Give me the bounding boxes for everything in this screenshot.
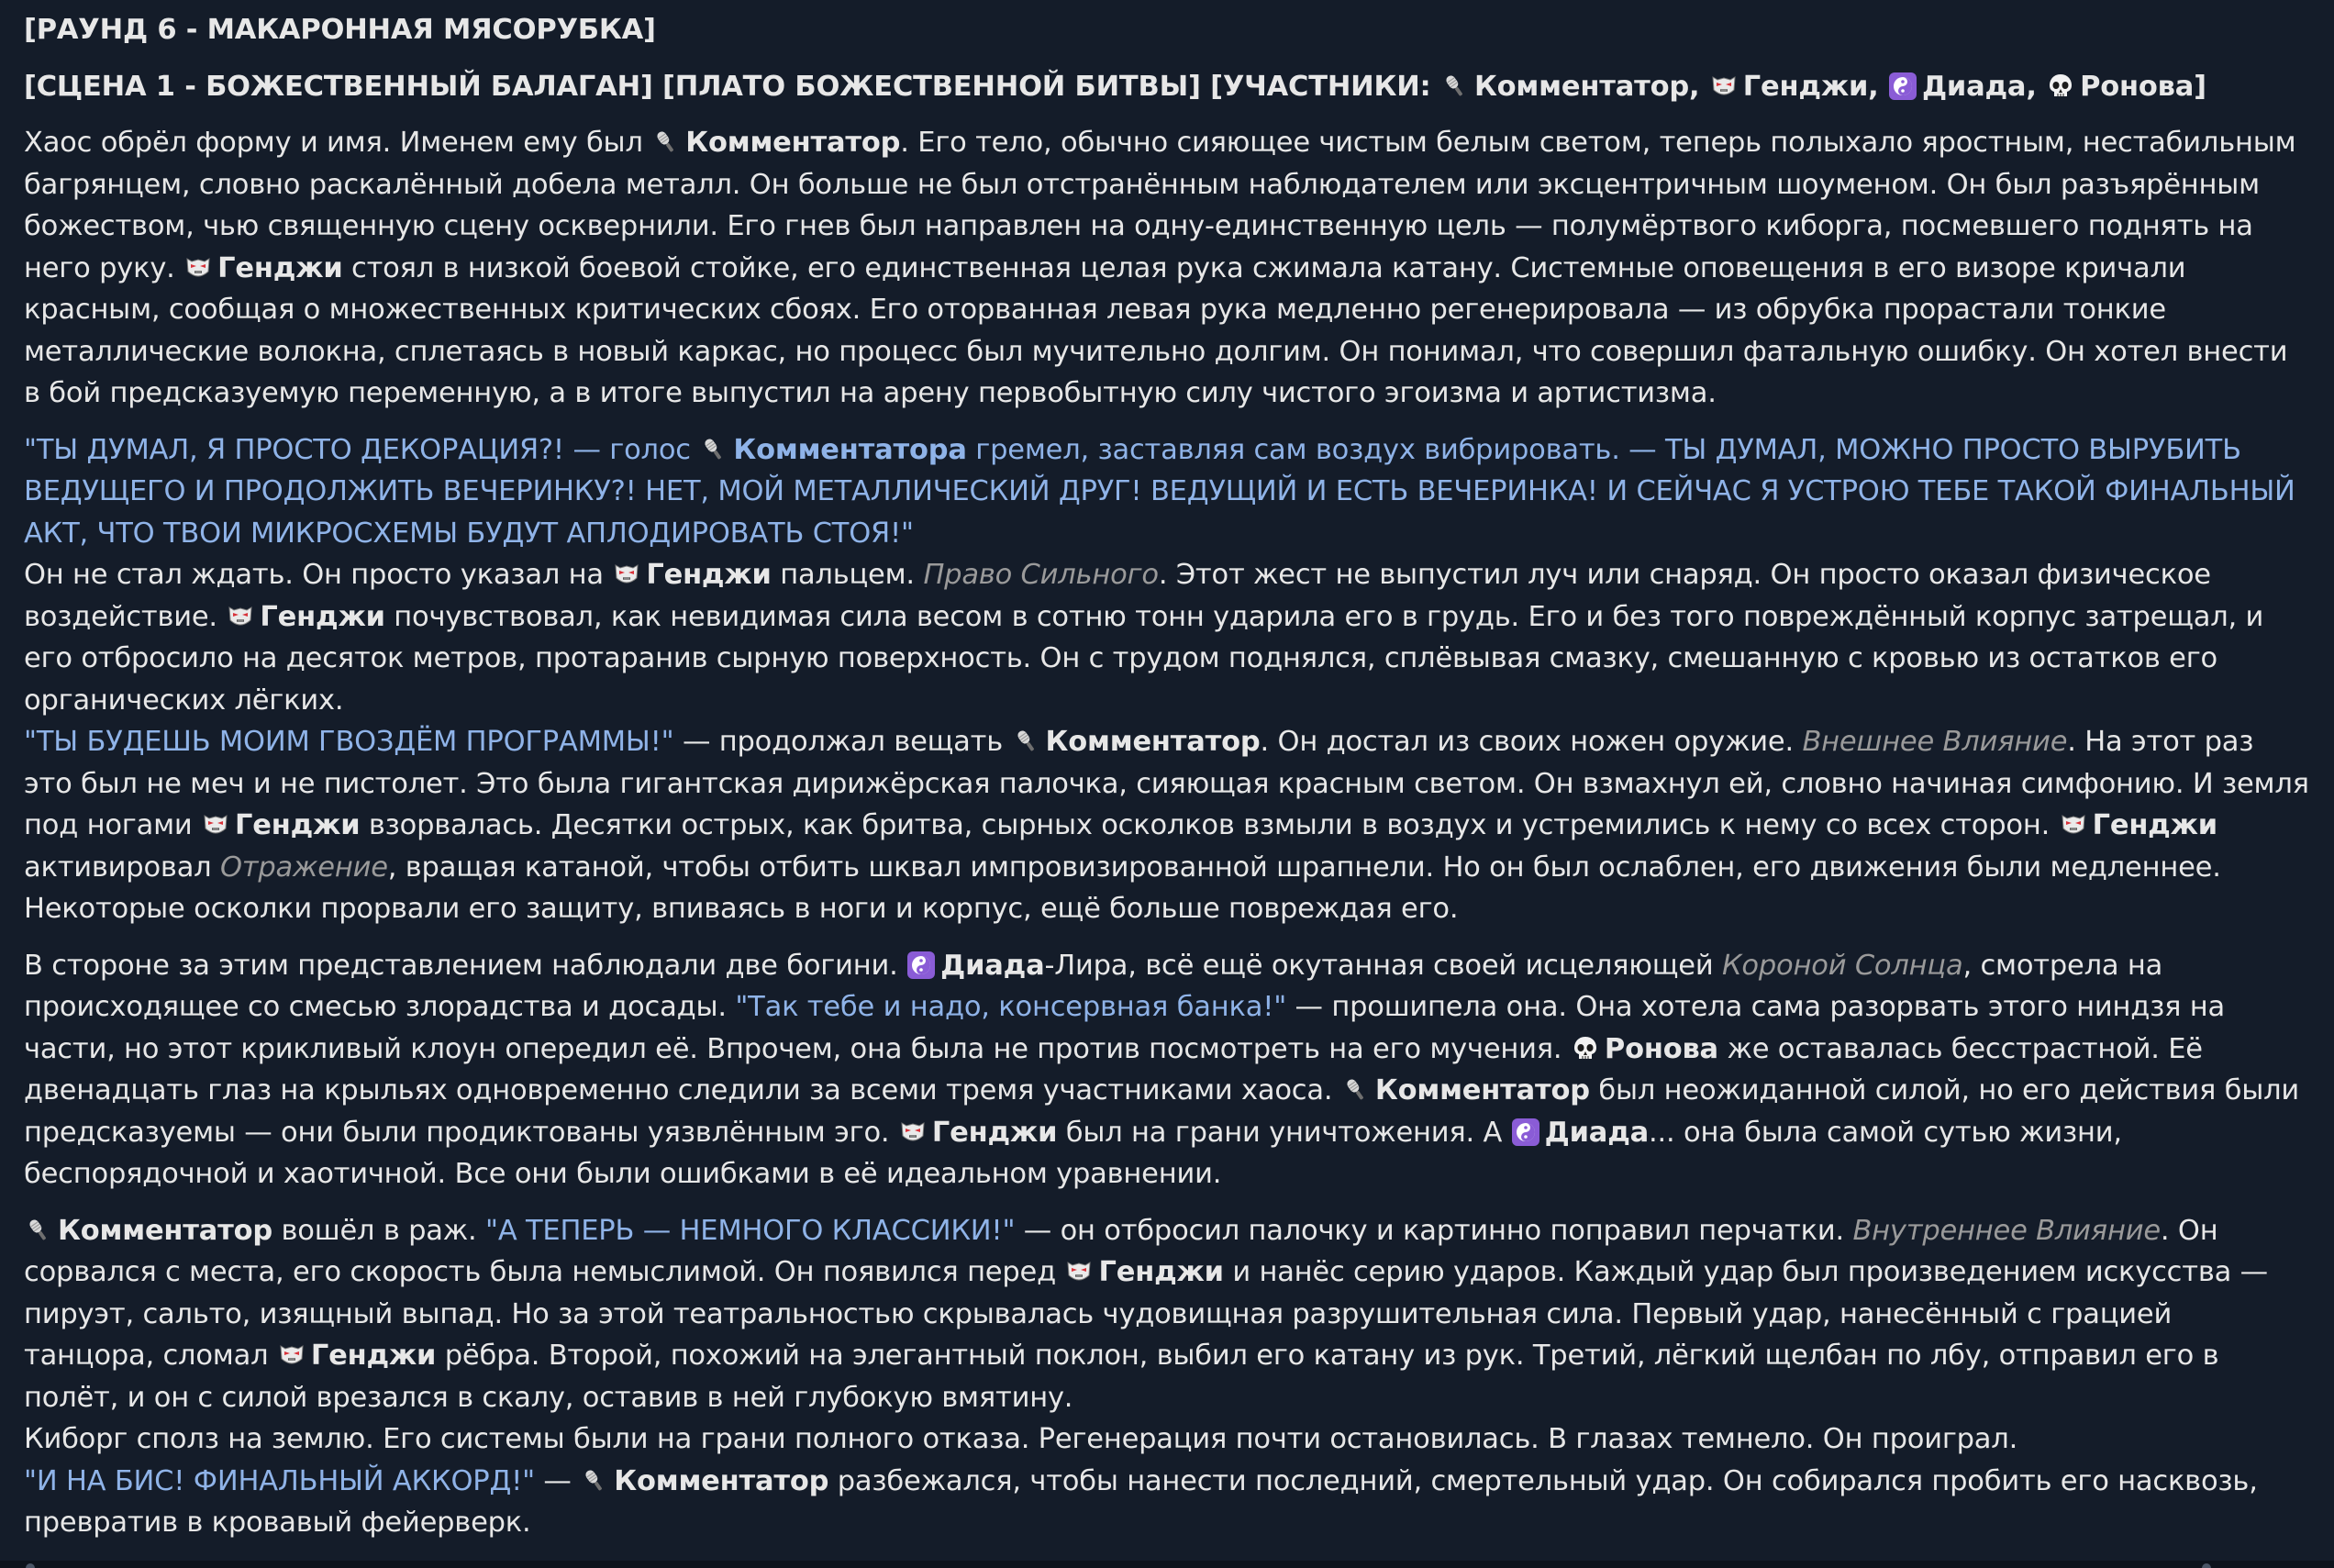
name-genji: Генджи bbox=[310, 1340, 437, 1372]
text: почувствовал, как невидимая сила весом в сотню тонн ударила его в грудь. Его и без того повреждённый корпус затрещал, и его отбросило на десяток метров, протаранив сырную поверхность. Он с трудом поднялся, сплёвывая смазку, смешанную с кровью из остатков его органических лёгких. bbox=[24, 600, 2264, 717]
microphone-icon bbox=[1341, 1075, 1371, 1105]
quote: "Так тебе и надо, консервная банка!" bbox=[735, 991, 1287, 1023]
text: В стороне за этим представлением наблюдали две богини. bbox=[24, 949, 907, 982]
name-commentator: Комментатор bbox=[1374, 1074, 1590, 1106]
bracket-close: ] bbox=[2194, 70, 2206, 103]
name-diada: Диада bbox=[940, 949, 1045, 982]
ability-name: Право Сильного bbox=[923, 559, 1159, 591]
participant-ronova: Ронова bbox=[2080, 70, 2195, 103]
paragraph-intro bbox=[24, 122, 2310, 415]
round-heading bbox=[24, 9, 2310, 51]
participant-genji: Генджи bbox=[1742, 70, 1869, 103]
quote: гремел, заставляя сам воздух вибрировать. — ТЫ ДУМАЛ, МОЖНО ПРОСТО ВЫРУБИТЬ ВЕДУЩЕГО И ПРОДОЛЖИТЬ ВЕЧЕРИНКУ?! НЕТ, МОЙ МЕТАЛЛИЧЕСКИЙ ДРУГ! ВЕДУЩИЙ И ЕСТЬ ВЕЧЕРИНКА! И СЕЙЧАС Я УСТРОЮ ТЕБЕ ТАКОЙ ФИНАЛЬНЫЙ АКТ, ЧТО ТВОИ МИКРОСХЕМЫ БУДУТ АПЛОДИРОВАТЬ СТОЯ!" bbox=[24, 433, 2295, 550]
text: рёбра. Второй, похожий на элегантный поклон, выбил его катану из рук. Третий, лёгкий щелбан по лбу, отправил его в полёт, и он с силой врезался в скалу, оставив в ней глубокую вмятину. bbox=[24, 1340, 2219, 1414]
ability-name: Внутреннее Влияние bbox=[1852, 1214, 2161, 1247]
scroll-handle-left[interactable] bbox=[26, 1563, 35, 1568]
text: Киборг сполз на землю. Его системы были на грани полного отказа. Регенерация почти остановилась. В глазах темнело. Он проиграл. bbox=[24, 1423, 2018, 1455]
name-genji: Генджи bbox=[235, 809, 361, 841]
yin-yang-icon bbox=[1888, 72, 1917, 101]
microphone-icon bbox=[24, 1216, 53, 1245]
quote: "ТЫ БУДЕШЬ МОИМ ГВОЗДЁМ ПРОГРАММЫ!" bbox=[24, 726, 674, 758]
text: был на грани уничтожения. А bbox=[1057, 1116, 1511, 1149]
separator: , bbox=[1868, 70, 1888, 103]
text: же оставалась бесстрастной. Её двенадцать глаз на крыльях одновременно следили за всеми тремя участниками хаоса. bbox=[24, 1032, 2203, 1106]
paragraph-commentator-attack bbox=[24, 429, 2310, 930]
round-title: [РАУНД 6 - МАКАРОННАЯ МЯСОРУБКА] bbox=[24, 14, 656, 46]
skull-icon bbox=[1571, 1034, 1600, 1063]
paragraph-finale bbox=[24, 1210, 2310, 1544]
participant-diada: Диада bbox=[1921, 70, 2027, 103]
text: стоял в низкой боевой стойке, его единственная целая рука сжимала катану. Системные оповещения в его визоре кричали красным, сообщая о множественных критических сбоях. Его оторванная левая рука медленно регенерировала — из обрубка прорастали тонкие металлические волокна, сплетаясь в новый каркас, но процесс был мучительно долгим. Он понимал, что совершил фатальную ошибку. Он хотел внести в бой предсказуемую переменную, а в итоге выпустил на арену первобытную силу чистого эгоизма и артистизма. bbox=[24, 251, 2288, 409]
text: разбежался, чтобы нанести последний, смертельный удар. Он собирался пробить его насквозь, превратив в кровавый фейерверк. bbox=[24, 1464, 2258, 1539]
name-commentator: Комментатор bbox=[1045, 726, 1261, 758]
text: и нанёс серию ударов. Каждый удар был произведением искусства — пируэт, сальто, изящный выпад. Но за этой театральностью скрывалась чудовищная разрушительная сила. Первый удар, нанесённый с грацией танцора, сломал bbox=[24, 1256, 2268, 1372]
microphone-icon bbox=[1012, 727, 1041, 756]
skull-icon bbox=[2046, 72, 2075, 101]
name-commentator: Комментатор bbox=[58, 1214, 273, 1247]
yin-yang-icon bbox=[906, 951, 936, 980]
text: . Его тело, обычно сияющее чистым белым светом, теперь полыхало яростным, нестабильным багрянцем, словно раскалённый добела металл. Он больше не был отстранённым наблюдателем или эксцентричным шоуменом. Он был разъярённым божеством, чью священную сцену осквернили. Его гнев был направлен на одну-единственную цель — полумёртвого киборга, посмевшего поднять на него руку. bbox=[24, 127, 2296, 284]
text: -Лира, всё ещё окутанная своей исцеляющей bbox=[1044, 949, 1722, 982]
microphone-icon bbox=[580, 1466, 609, 1496]
microphone-icon bbox=[651, 128, 681, 157]
ability-name: Внешнее Влияние bbox=[1802, 726, 2068, 758]
text: . На этот раз это был не меч и не пистолет. Это была гигантская дирижёрская палочка, сияющая красным светом. Он взмахнул ей, словно начиная симфонию. И земля под ногами bbox=[24, 726, 2309, 841]
quote: "А ТЕПЕРЬ — НЕМНОГО КЛАССИКИ!" bbox=[485, 1214, 1016, 1247]
paragraph-goddesses bbox=[24, 945, 2310, 1195]
text: Он не стал ждать. Он просто указал на bbox=[24, 559, 613, 591]
microphone-icon bbox=[699, 435, 728, 464]
scroll-handle-right[interactable] bbox=[2202, 1563, 2211, 1568]
text: взорвалась. Десятки острых, как бритва, сырных осколков взмыли в воздух и устремились к нему со всех сторон. bbox=[360, 809, 2059, 841]
text: — продолжал вещать bbox=[673, 726, 1012, 758]
scene-title: [СЦЕНА 1 - БОЖЕСТВЕННЫЙ БАЛАГАН] [ПЛАТО БОЖЕСТВЕННОЙ БИТВЫ] [УЧАСТНИКИ: bbox=[24, 70, 1440, 103]
text: был неожиданной силой, но его действия были предсказуемы — они были продиктованы уязвлённым эго. bbox=[24, 1074, 2300, 1149]
cyborg-mask-icon bbox=[898, 1118, 928, 1147]
text: , вращая катаной, чтобы отбить шквал импровизированной шрапнели. Но он был ослаблен, его движения были медленнее. Некоторые осколки прорвали его защиту, впиваясь в ноги и корпус, ещё больше повреждая его. bbox=[24, 851, 2221, 925]
cyborg-mask-icon bbox=[2059, 810, 2088, 840]
name-commentator: Комментатора bbox=[733, 433, 967, 466]
text: — он отбросил палочку и картинно поправил перчатки. bbox=[1015, 1214, 1853, 1247]
name-diada: Диада bbox=[1544, 1116, 1650, 1149]
text: . Этот жест не выпустил луч или снаряд. Он просто оказал физическое воздействие. bbox=[24, 559, 2211, 633]
name-genji: Генджи bbox=[1098, 1256, 1224, 1288]
quote: "И НА БИС! ФИНАЛЬНЫЙ АККОРД!" bbox=[24, 1464, 535, 1497]
text: , смотрела на происходящее со смесью злорадства и досады. bbox=[24, 949, 2163, 1023]
participant-commentator: Комментатор bbox=[1473, 70, 1689, 103]
ability-name: Отражение bbox=[219, 851, 388, 884]
yin-yang-icon bbox=[1511, 1118, 1540, 1147]
scene-heading bbox=[24, 66, 2310, 108]
text: Хаос обрёл форму и имя. Именем ему был bbox=[24, 127, 652, 159]
cyborg-mask-icon bbox=[1709, 72, 1739, 101]
name-genji: Генджи bbox=[217, 251, 343, 284]
text: активировал bbox=[24, 851, 220, 884]
microphone-icon bbox=[1440, 72, 1470, 101]
name-ronova: Ронова bbox=[1604, 1032, 1718, 1065]
cyborg-mask-icon bbox=[226, 602, 255, 631]
separator: , bbox=[2026, 70, 2047, 103]
name-commentator: Комментатор bbox=[614, 1464, 829, 1497]
cyborg-mask-icon bbox=[201, 810, 230, 840]
ability-name: Короной Солнца bbox=[1721, 949, 1963, 982]
text: — bbox=[534, 1464, 581, 1497]
cyborg-mask-icon bbox=[1064, 1257, 1094, 1286]
text: . Он сорвался с места, его скорость была немыслимой. Он появился перед bbox=[24, 1214, 2218, 1288]
cyborg-mask-icon bbox=[612, 560, 641, 589]
quote: "ТЫ ДУМАЛ, Я ПРОСТО ДЕКОРАЦИЯ?! — голос bbox=[24, 433, 700, 466]
text: — прошипела она. Она хотела сама разорвать этого ниндзя на части, но этот крикливый клоун опередил её. Впрочем, она была не против посмотреть на его мучения. bbox=[24, 991, 2226, 1065]
name-genji: Генджи bbox=[931, 1116, 1058, 1149]
text: . Он достал из своих ножен оружие. bbox=[1260, 726, 1803, 758]
cyborg-mask-icon bbox=[183, 253, 213, 283]
text: пальцем. bbox=[771, 559, 924, 591]
name-genji: Генджи bbox=[2092, 809, 2217, 841]
cyborg-mask-icon bbox=[277, 1340, 306, 1370]
text: вошёл в раж. bbox=[272, 1214, 486, 1247]
separator: , bbox=[1688, 70, 1709, 103]
name-genji: Генджи bbox=[646, 559, 772, 591]
name-genji: Генджи bbox=[260, 600, 385, 633]
bottom-scrollbar[interactable] bbox=[0, 1561, 2334, 1568]
name-commentator: Комментатор bbox=[685, 127, 901, 159]
text: ... она была самой сутью жизни, беспорядочной и хаотичной. Все они были ошибками в её идеальном уравнении. bbox=[24, 1116, 2122, 1190]
